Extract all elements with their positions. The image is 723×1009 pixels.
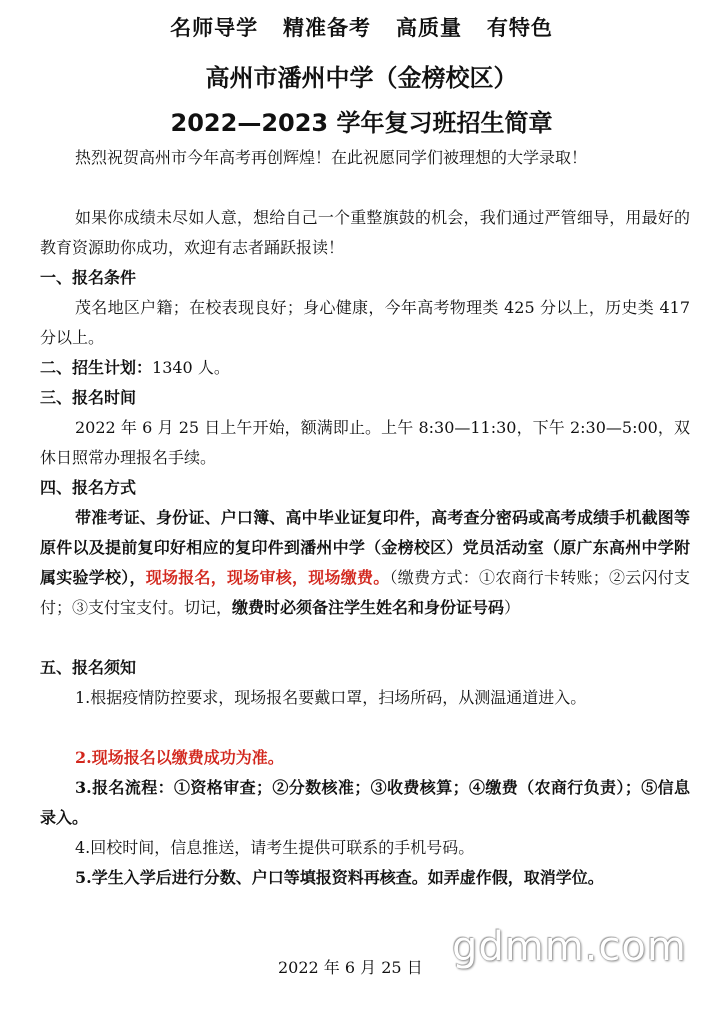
notice-item-1: 1.根据疫情防控要求，现场报名要戴口罩，扫场所码，从测温通道进入。	[75, 688, 587, 707]
document-date: 2022 年 6 月 25 日	[278, 958, 423, 977]
section-4-red-text: 现场报名，现场审核，现场缴费。	[145, 568, 390, 587]
section-1-text: 茂名地区户籍；在校表现良好；身心健康，今年高考物理类 425 分以上，历史类 417 分以上。	[40, 298, 690, 347]
section-4-bold-text: 带准考证、身份证、户口簿、高中毕业证复印件，高考查分密码或高考成绩手机截图等原件以及提前复印好相应的复印件到潘州中学（金榜校区）党员活动室（原广东高州中学附属实验学校），	[40, 508, 690, 587]
notice-item-2: 2.现场报名以缴费成功为准。	[75, 748, 284, 767]
section-4-payment-text: （缴费方式：①农商行卡转账；②云闪付支付；③支付宝支付。切记，	[40, 568, 690, 617]
intro-paragraph-1: 热烈祝贺高州市今年高考再创辉煌！在此祝愿同学们被理想的大学录取！	[75, 148, 588, 167]
section-2-heading: 二、招生计划：	[40, 358, 153, 377]
section-4-text	[40, 503, 690, 623]
notice-item-3: 3.报名流程：①资格审查；②分数核准；③收费核算；④缴费（农商行负责）；⑤信息录入。	[40, 778, 690, 827]
school-name: 高州市潘州中学（金榜校区）	[205, 64, 518, 92]
section-2-value: 1340 人。	[152, 358, 230, 377]
document-title: 2022—2023 学年复习班招生简章	[170, 109, 553, 137]
section-5-heading: 五、报名须知	[40, 658, 137, 677]
section-4-close-paren: ）	[504, 598, 521, 617]
notice-item-5: 5.学生入学后进行分数、户口等填报资料再核查。如弄虚作假，取消学位。	[75, 868, 604, 887]
section-2-line	[40, 353, 690, 383]
section-4-bold-note: 缴费时必须备注学生姓名和身份证号码	[232, 598, 505, 617]
watermark: gdmm.com	[452, 924, 687, 970]
section-1-heading: 一、报名条件	[40, 268, 137, 287]
notice-item-4: 4.回校时间，信息推送，请考生提供可联系的手机号码。	[75, 838, 475, 857]
slogan: 名师导学 精准备考 高质量 有特色	[170, 16, 553, 40]
section-3-heading: 三、报名时间	[40, 388, 137, 407]
section-3-text: 2022 年 6 月 25 日上午开始，额满即止。上午 8:30—11:30，下午 2:30—5:00，双休日照常办理报名手续。	[40, 418, 690, 467]
intro-paragraph-2: 如果你成绩未尽如人意，想给自己一个重整旗鼓的机会，我们通过严管细导，用最好的教育资源助你成功，欢迎有志者踊跃报读！	[40, 208, 690, 257]
section-4-heading: 四、报名方式	[40, 478, 137, 497]
